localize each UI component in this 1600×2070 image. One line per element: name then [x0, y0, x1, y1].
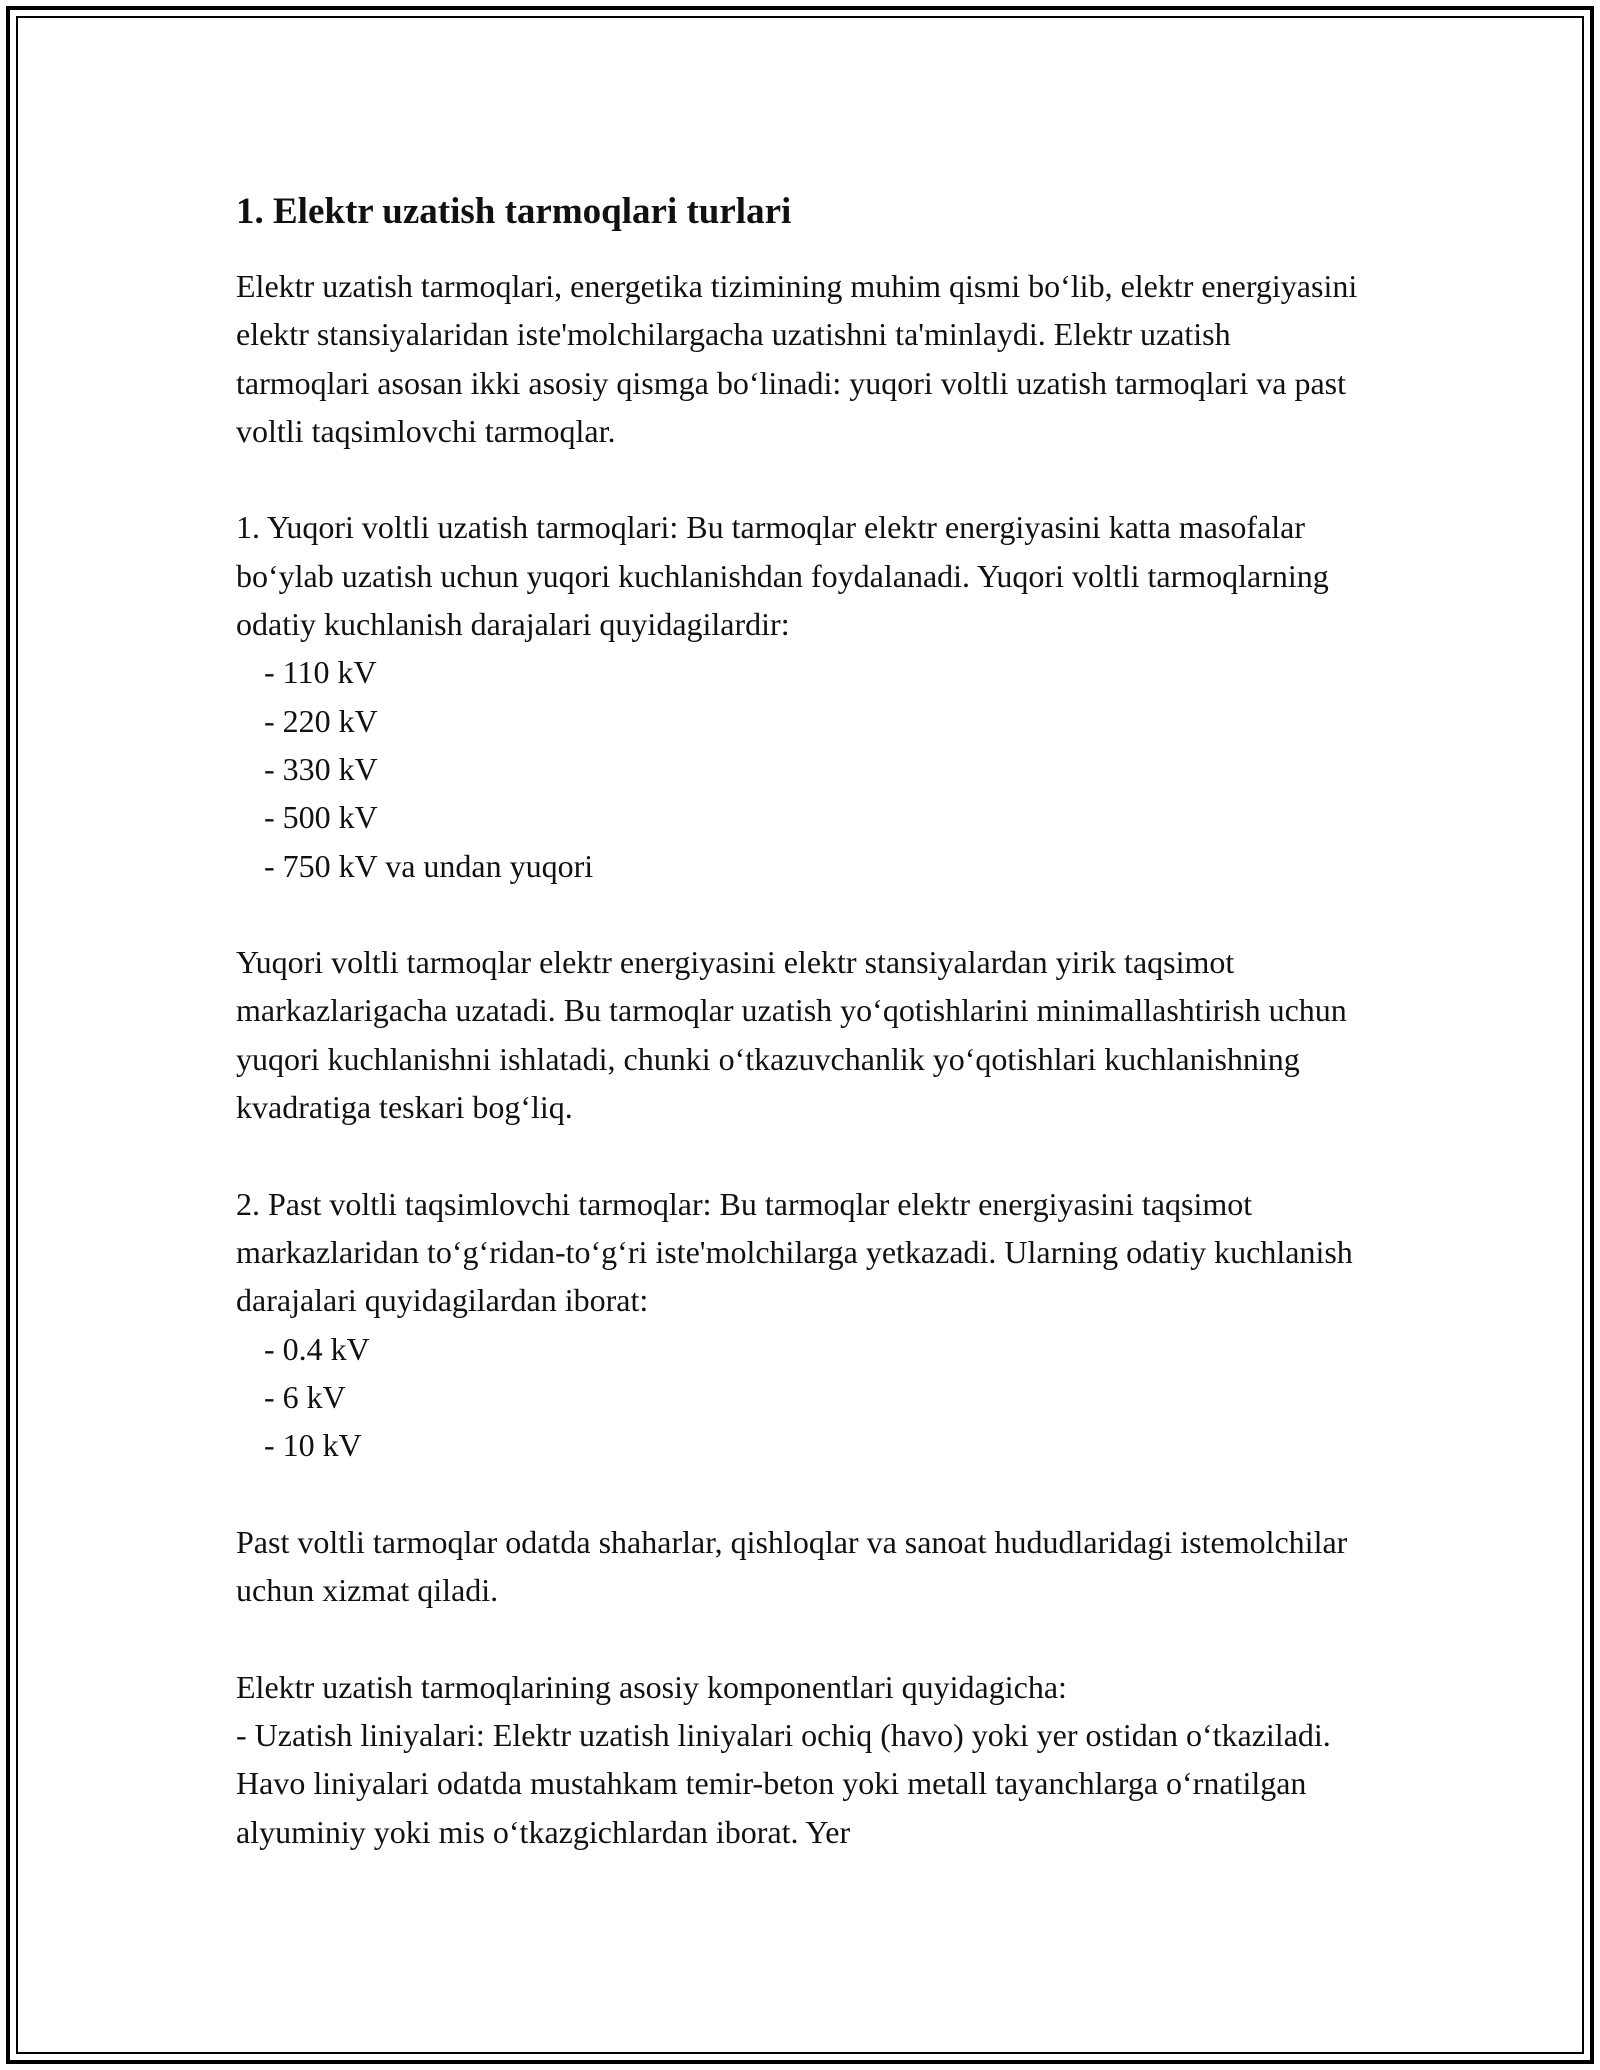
list-item: - 750 kV va undan yuqori [236, 842, 1366, 890]
list-item: - 330 kV [236, 745, 1366, 793]
paragraph-gap [236, 1469, 1366, 1517]
section-heading: 1. Elektr uzatish tarmoqlari turlari [236, 191, 792, 232]
components-list [236, 1711, 1366, 1856]
list-item: - 10 kV [236, 1421, 1366, 1469]
high-voltage-levels-list [236, 648, 1366, 889]
intro-paragraph: Elektr uzatish tarmoqlari, energetika tizimining muhim qismi bo‘lib, elektr energiyasini elektr stansiyalaridan iste'molchilargacha uzatishni ta'minlaydi. Elektr uzatish tarmoqlari asosan ikki asosiy qismga bo‘linadi: yuqori voltli uzatish tarmoqlari va past voltli taqsimlovchi tarmoqlar. [236, 268, 1358, 449]
high-voltage-description: Yuqori voltli tarmoqlar elektr energiyasini elektr stansiyalardan yirik taqsimot markazlarigacha uzatadi. Bu tarmoqlar uzatish yo‘qotishlarini minimallashtirish uchun yuqori kuchlanishni ishlatadi, chunki o‘tkazuvchanlik yo‘qotishlari kuchlanishning kvadratiga teskari bog‘liq. [236, 944, 1347, 1126]
components-intro: Elektr uzatish tarmoqlarining asosiy komponentlari quyidagicha: [236, 1668, 1067, 1705]
list-item: - 110 kV [236, 648, 1366, 696]
low-voltage-intro: 2. Past voltli taqsimlovchi tarmoqlar: Bu tarmoqlar elektr energiyasini taqsimot markazlaridan to‘g‘ridan-to‘g‘ri iste'molchilarga yetkazadi. Ularning odatiy kuchlanish darajalari quyidagilardan iborat: [236, 1185, 1353, 1319]
low-voltage-description: Past voltli tarmoqlar odatda shaharlar, qishloqlar va sanoat hududlaridagi istemolchilar uchun xizmat qiladi. [236, 1523, 1348, 1609]
low-voltage-levels-list [236, 1325, 1366, 1470]
paragraph-gap [236, 890, 1366, 938]
paragraph-gap [236, 1131, 1366, 1179]
document-body [236, 188, 1366, 1856]
paragraph-gap [236, 1614, 1366, 1662]
list-item: - 0.4 kV [236, 1325, 1366, 1373]
paragraph-gap [236, 455, 1366, 503]
list-item: - Uzatish liniyalari: Elektr uzatish liniyalari ochiq (havo) yoki yer ostidan o‘tkaziladi. Havo liniyalari odatda mustahkam temir-beton yoki metall tayanchlarga o‘rnatilgan alyuminiy yoki mis o‘tkazgichlardan iborat. Yer [236, 1711, 1366, 1856]
list-item: - 6 kV [236, 1373, 1366, 1421]
list-item: - 500 kV [236, 793, 1366, 841]
list-item: - 220 kV [236, 697, 1366, 745]
high-voltage-intro: 1. Yuqori voltli uzatish tarmoqlari: Bu tarmoqlar elektr energiyasini katta masofalar bo‘ylab uzatish uchun yuqori kuchlanishdan foydalanadi. Yuqori voltli tarmoqlarning odatiy kuchlanish darajalari quyidagilardir: [236, 509, 1329, 643]
